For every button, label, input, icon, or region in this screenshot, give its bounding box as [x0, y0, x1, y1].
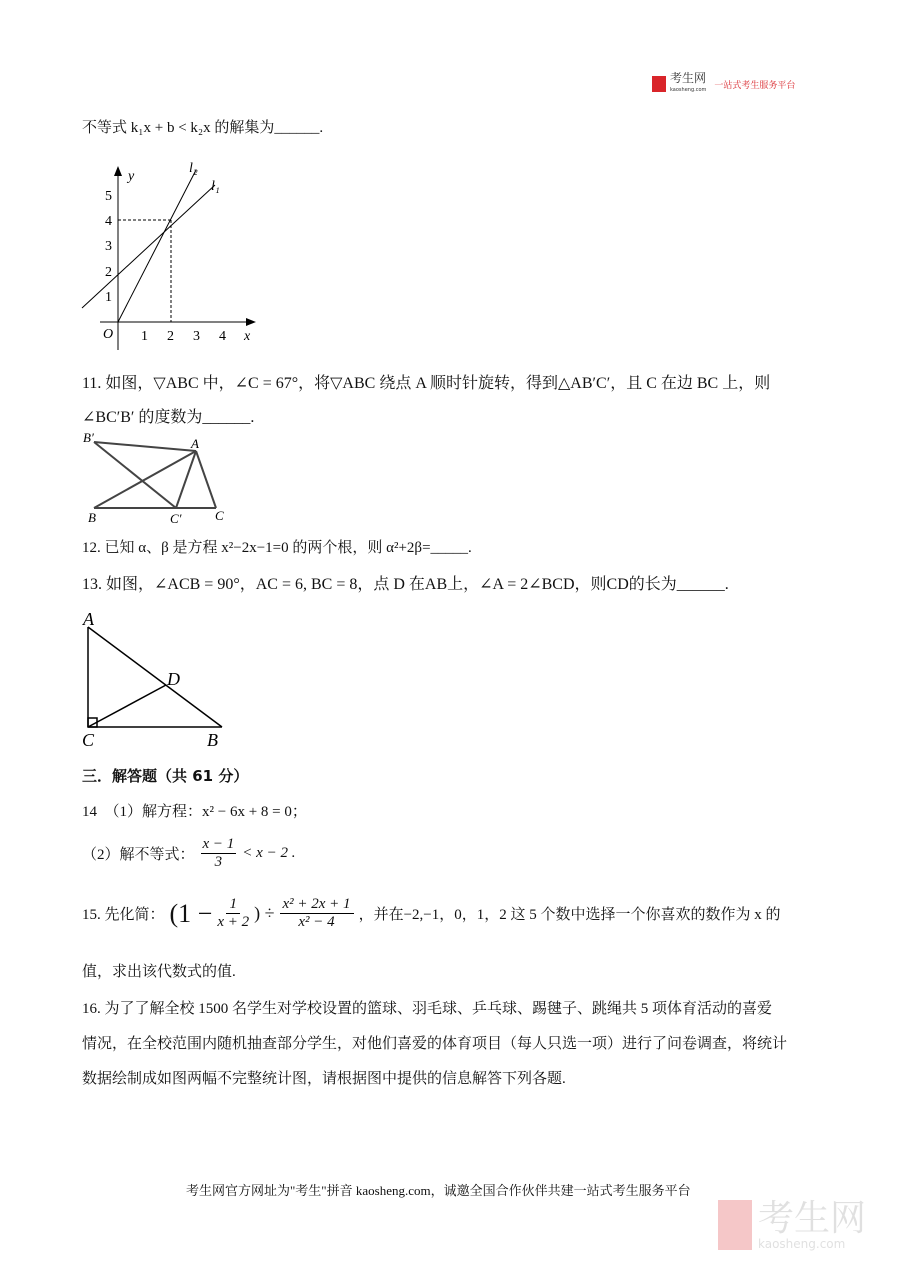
- x-tick: 2: [167, 329, 174, 344]
- watermark-domain: kaosheng.com: [758, 1237, 846, 1251]
- footer-text: 考生网官方网址为"考生"拼音 kaosheng.com，诚邀全国合作伙伴共建一站式考生服务平台: [186, 1183, 691, 1198]
- q13-text: 13. 如图，∠ACB = 90°，AC = 6, BC = 8，点 D 在AB上，∠A = 2∠BCD，则CD的长为______.: [82, 576, 729, 593]
- watermark: [718, 1200, 866, 1250]
- x-tick: 1: [141, 329, 148, 344]
- l2-label: l₂: [189, 161, 198, 176]
- line-l1: [82, 185, 215, 308]
- brand-domain: kaosheng.com: [670, 87, 707, 93]
- q15-line2: 值，求出该代数式的值.: [82, 964, 236, 980]
- q16-line1: 16. 为了了解全校 1500 名学生对学校设置的篮球、羽毛球、乒乓球、踢毽子、跳绳共 5 项体育活动的喜爱: [82, 1001, 773, 1017]
- header-logo: [652, 72, 795, 96]
- y-tick: 3: [105, 239, 112, 254]
- y-axis-label: y: [128, 169, 135, 184]
- x-tick: 3: [193, 329, 200, 344]
- q10-text: 不等式 k₁x + b < k₂x 的解集为______.: [82, 120, 324, 136]
- point-a: A: [83, 609, 94, 629]
- fraction: x − 1 3: [202, 836, 235, 870]
- y-tick: 2: [105, 265, 112, 280]
- origin-label: O: [103, 327, 114, 342]
- line-l2: [118, 170, 196, 322]
- y-tick: 5: [105, 189, 112, 204]
- point-c-prime: C′: [170, 511, 182, 526]
- kaosheng-logo-icon: [652, 76, 666, 92]
- brand-name: 考生网: [670, 71, 707, 85]
- y-tick: 1: [105, 290, 112, 305]
- q10-graph: [70, 155, 270, 355]
- q16-line2: 情况，在全校范围内随机抽查部分学生，对他们喜爱的体育项目（每人只选一项）进行了问卷调查，将统计: [82, 1036, 788, 1052]
- l1-label: l₁: [211, 179, 220, 194]
- x-tick: 4: [219, 329, 226, 344]
- q15-line1: 15. 先化简： (1 − $\frac{1}{x + 2}$ ) ÷ $\frac{\text{x² + 2x + 1}}{\text{x² − 4}}$ ，并在−2,−1，0，1，2 这 5 个数中选择一个你喜欢的数作为 x 的: [82, 896, 781, 930]
- brand-slogan: 一站式考生服务平台: [714, 80, 796, 91]
- fraction: $\frac{\text{x² + 2x + 1}}{\text{x² − 4}}$: [280, 896, 354, 931]
- q11-figure: [80, 425, 240, 530]
- watermark-brand: 考生网: [758, 1198, 867, 1239]
- q14-part2: （2）解不等式： x − 1 3 < x − 2 .: [82, 836, 296, 870]
- y-tick: 4: [105, 214, 112, 229]
- point-c: C: [215, 508, 224, 523]
- point-b: B: [88, 510, 96, 525]
- q12-text: 12. 已知 α、β 是方程 x²−2x−1=0 的两个根，则 α²+2β=_____.: [82, 540, 472, 556]
- kaosheng-logo-icon: [718, 1200, 752, 1250]
- q11-line2: ∠BC′B′ 的度数为______.: [82, 409, 255, 426]
- point-d: D: [167, 669, 180, 689]
- q14-part1: 14 （1）解方程：x² − 6x + 8 = 0；: [82, 804, 307, 820]
- point-c: C: [82, 730, 95, 750]
- section-3-heading: 三．解答题（共 61 分）: [82, 767, 249, 785]
- fraction: $\frac{1}{x + 2}$: [217, 896, 250, 930]
- q16-line3: 数据绘制成如图两幅不完整统计图，请根据图中提供的信息解答下列各题.: [82, 1071, 566, 1087]
- point-a: A: [191, 436, 199, 451]
- point-b: B: [207, 730, 218, 750]
- point-b-prime: B′: [83, 430, 94, 445]
- q13-figure: [78, 605, 238, 755]
- q11-line1: 11. 如图，▽ABC 中，∠C = 67°，将▽ABC 绕点 A 顺时针旋转，得到△AB′C′，且 C 在边 BC 上，则: [82, 375, 771, 392]
- x-axis-label: x: [244, 329, 251, 344]
